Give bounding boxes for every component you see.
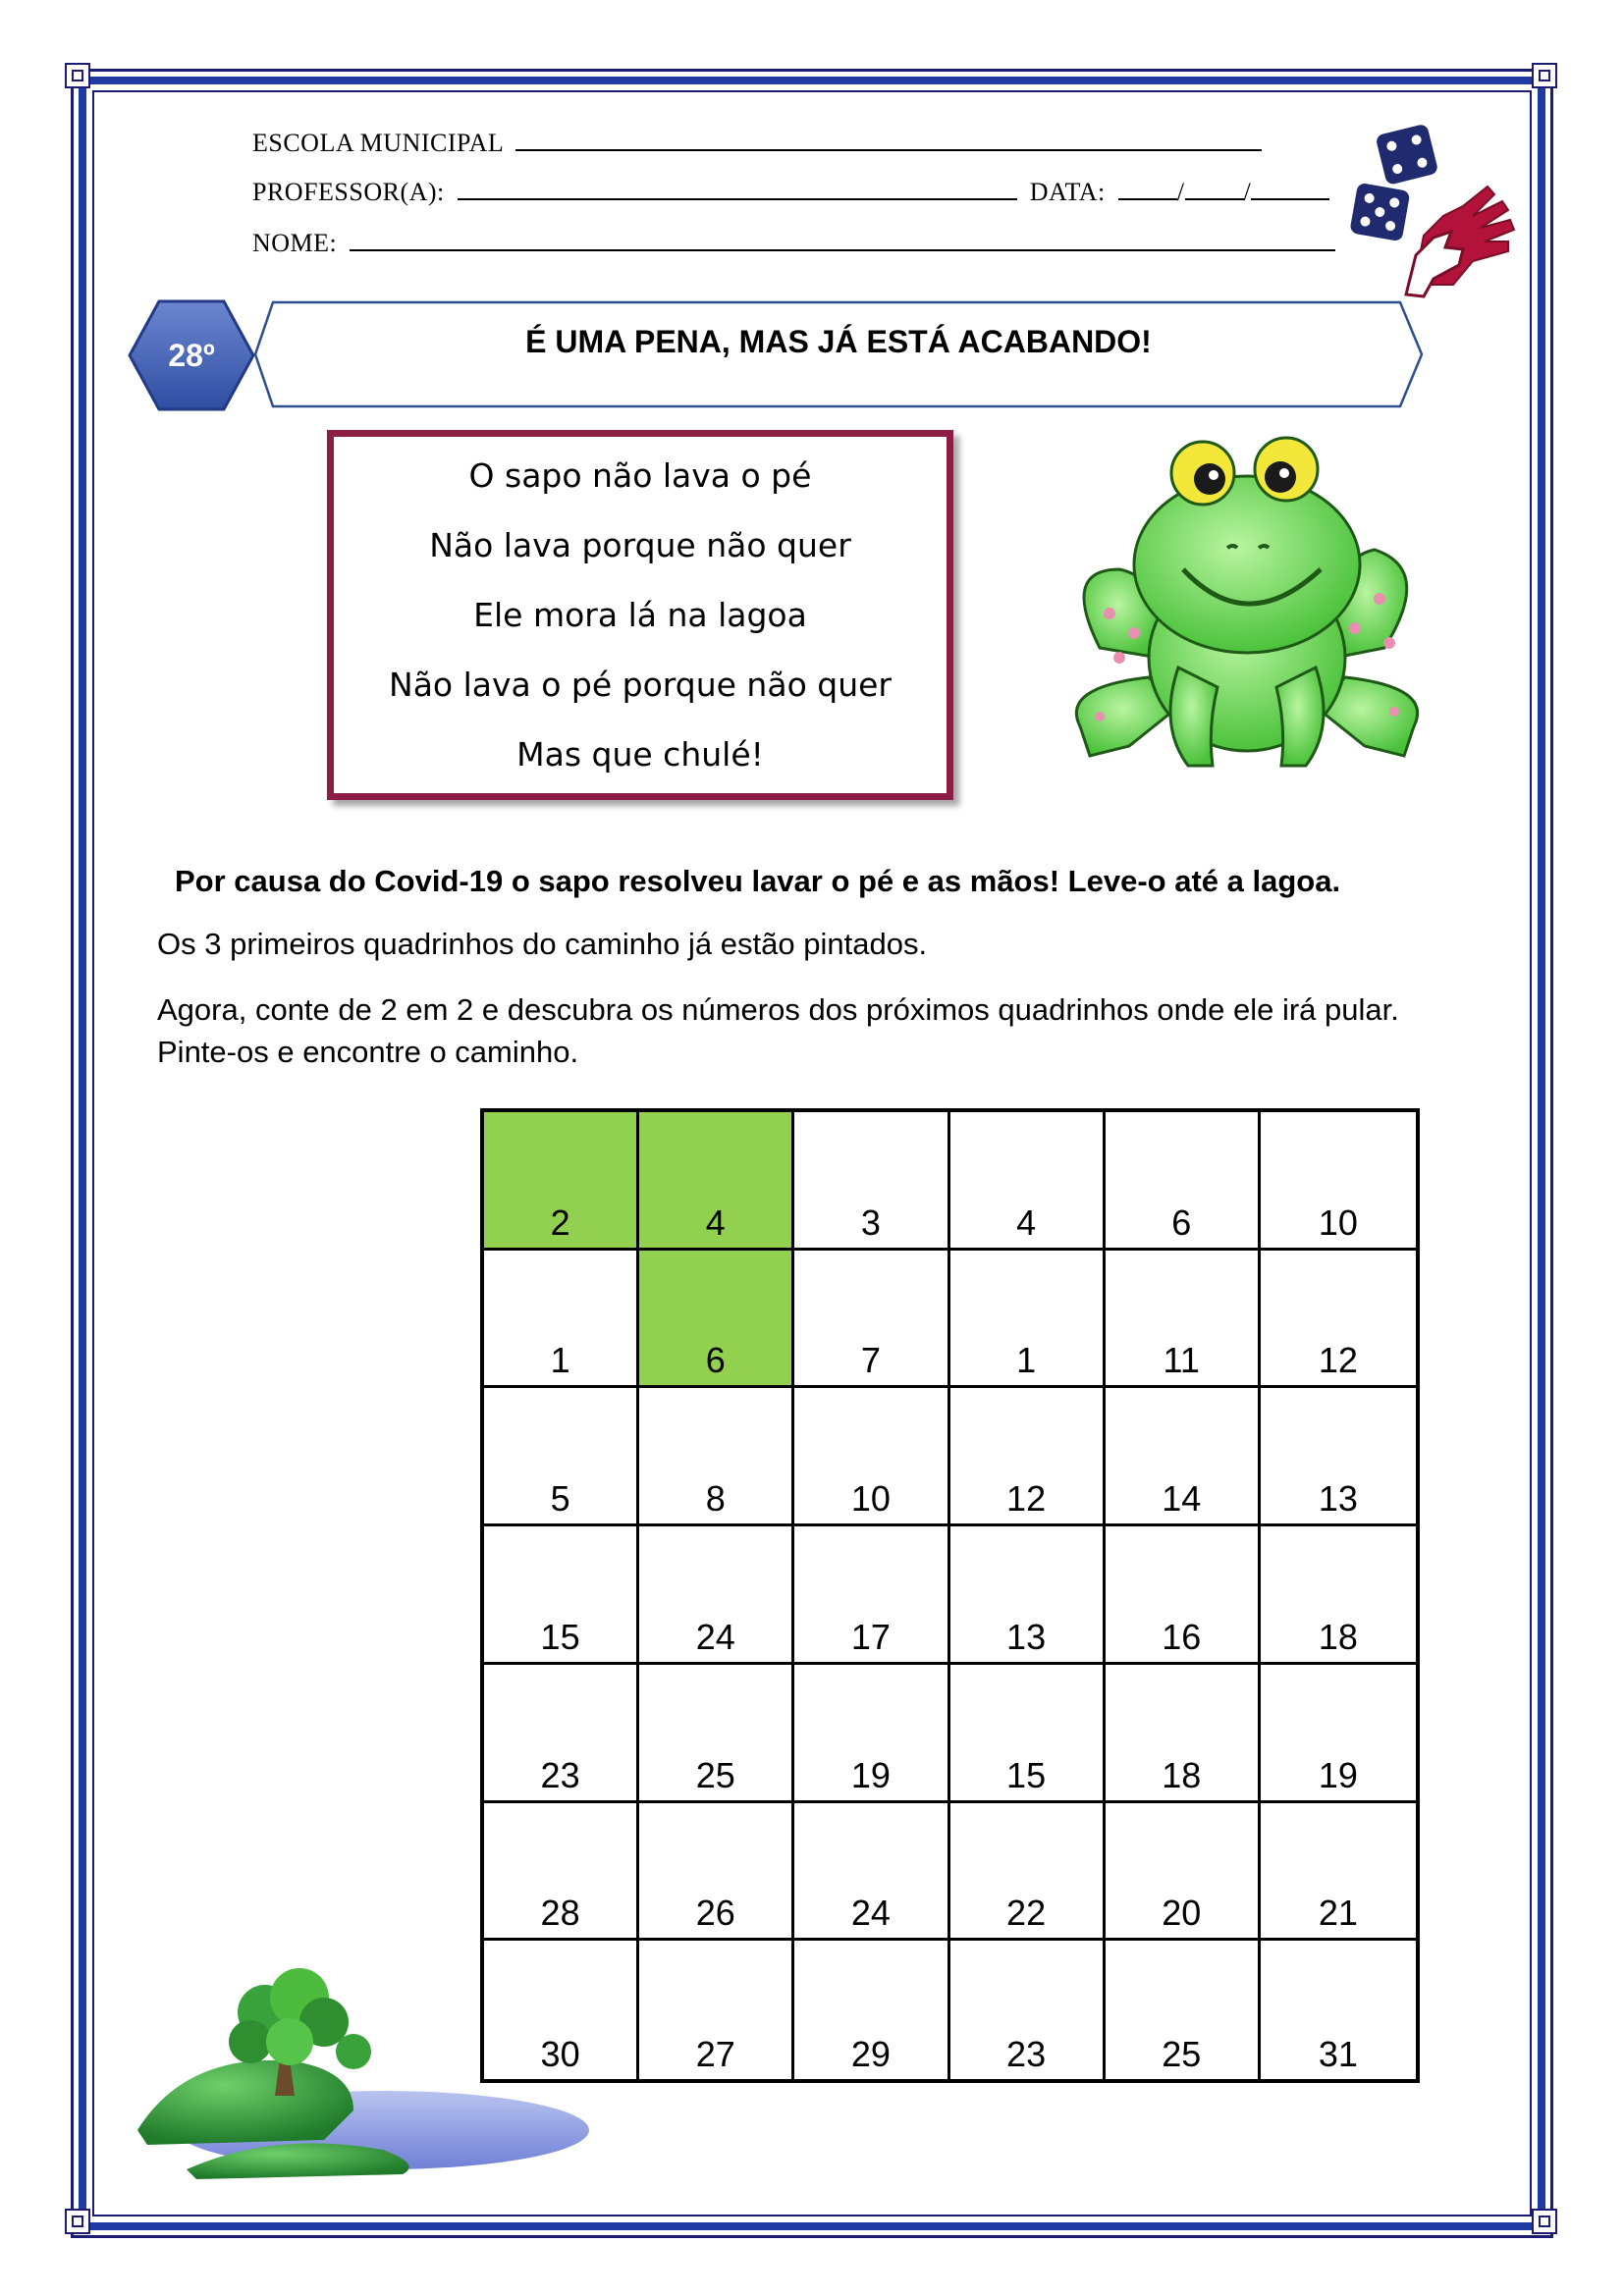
grid-cell[interactable] — [639, 1112, 794, 1251]
lesson-number-badge — [126, 297, 257, 413]
grid-cell-number: 22 — [1006, 1893, 1047, 1934]
date-month-blank[interactable] — [1185, 177, 1244, 200]
grid-cell-number: 25 — [1162, 2033, 1202, 2074]
grid-cell[interactable] — [1261, 1803, 1416, 1942]
grid-cell[interactable] — [794, 1665, 949, 1803]
grid-cell-number: 4 — [705, 1201, 726, 1243]
grid-cell-number: 3 — [860, 1201, 881, 1243]
poem-line: O sapo não lava o pé — [468, 456, 812, 495]
poem-box — [327, 430, 953, 800]
grid-cell-number: 8 — [705, 1478, 726, 1520]
name-label: NOME: — [252, 229, 338, 257]
grid-cell-number: 13 — [1006, 1616, 1047, 1657]
grid-cell-number: 6 — [1171, 1201, 1192, 1243]
grid-cell[interactable] — [1106, 1665, 1261, 1803]
grid-cell-number: 17 — [850, 1616, 891, 1657]
teacher-field — [252, 177, 1329, 207]
grid-cell-number: 16 — [1162, 1616, 1202, 1657]
teacher-label: PROFESSOR(A): — [252, 178, 445, 206]
grid-cell[interactable] — [484, 1112, 639, 1251]
grid-cell-number: 19 — [1318, 1754, 1358, 1795]
grid-cell-number: 7 — [860, 1340, 881, 1381]
grid-cell[interactable] — [639, 1665, 794, 1803]
date-day-blank[interactable] — [1118, 177, 1177, 200]
grid-cell[interactable] — [484, 1388, 639, 1526]
grid-cell-number: 18 — [1318, 1616, 1358, 1657]
number-grid — [480, 1108, 1420, 2083]
grid-cell-number: 14 — [1162, 1478, 1202, 1520]
grid-cell[interactable] — [484, 1803, 639, 1942]
grid-cell-number: 1 — [1016, 1340, 1037, 1381]
grid-cell-number: 4 — [1016, 1201, 1037, 1243]
grid-cell[interactable] — [950, 1251, 1106, 1389]
grid-cell-number: 27 — [695, 2033, 735, 2074]
grid-cell-number: 19 — [850, 1754, 891, 1795]
grid-cell[interactable] — [1106, 1251, 1261, 1389]
grid-cell[interactable] — [1106, 1526, 1261, 1665]
grid-cell[interactable] — [484, 1665, 639, 1803]
grid-cell-number: 12 — [1318, 1340, 1358, 1381]
name-field — [252, 228, 1335, 258]
grid-cell[interactable] — [794, 1803, 949, 1942]
grid-cell[interactable] — [639, 1251, 794, 1389]
grid-cell[interactable] — [639, 1803, 794, 1942]
grid-cell[interactable] — [950, 1941, 1106, 2079]
grid-cell[interactable] — [794, 1941, 949, 2079]
grid-cell[interactable] — [1261, 1251, 1416, 1389]
grid-cell[interactable] — [794, 1251, 949, 1389]
grid-cell[interactable] — [1261, 1941, 1416, 2079]
sign-language-hands-icon — [1394, 177, 1522, 304]
grid-cell-number: 15 — [1006, 1754, 1047, 1795]
school-label: ESCOLA MUNICIPAL — [252, 129, 504, 157]
date-label: DATA: — [1029, 178, 1106, 206]
grid-cell-number: 10 — [1318, 1201, 1358, 1243]
date-year-blank[interactable] — [1251, 177, 1329, 200]
grid-cell[interactable] — [1106, 1112, 1261, 1251]
border-corner-ornament — [1532, 63, 1557, 88]
grid-cell[interactable] — [1106, 1941, 1261, 2079]
grid-cell[interactable] — [1106, 1388, 1261, 1526]
grid-cell[interactable] — [950, 1388, 1106, 1526]
border-corner-ornament — [65, 2209, 90, 2234]
grid-cell-number: 12 — [1006, 1478, 1047, 1520]
grid-cell-number: 1 — [550, 1340, 570, 1381]
grid-cell[interactable] — [639, 1526, 794, 1665]
name-blank[interactable] — [350, 228, 1335, 251]
grid-cell-number: 18 — [1162, 1754, 1202, 1795]
grid-cell-number: 29 — [850, 2033, 891, 2074]
instruction-heading: Por causa do Covid-19 o sapo resolveu lavar o pé e as mãos! Leve-o até a lagoa. — [175, 864, 1341, 898]
poem-line: Não lava porque não quer — [429, 526, 851, 564]
instruction-text: Os 3 primeiros quadrinhos do caminho já estão pintados. — [157, 927, 928, 961]
pond-illustration — [128, 1963, 599, 2189]
poem-line: Mas que chulé! — [516, 735, 764, 774]
grid-cell[interactable] — [484, 1251, 639, 1389]
grid-cell-number: 24 — [695, 1616, 735, 1657]
grid-cell[interactable] — [794, 1112, 949, 1251]
poem-line: Não lava o pé porque não quer — [389, 666, 892, 704]
grid-cell[interactable] — [950, 1665, 1106, 1803]
grid-cell-number: 24 — [850, 1893, 891, 1934]
grid-cell-number: 6 — [705, 1340, 726, 1381]
grid-cell-number: 11 — [1163, 1340, 1200, 1381]
teacher-blank[interactable] — [458, 177, 1017, 200]
frog-illustration — [1041, 432, 1453, 785]
date-separator: / — [1176, 178, 1185, 206]
poem-line: Ele mora lá na lagoa — [473, 596, 807, 634]
grid-cell[interactable] — [639, 1388, 794, 1526]
border-corner-ornament — [65, 63, 90, 88]
grid-cell-number: 25 — [695, 1754, 735, 1795]
grid-cell[interactable] — [950, 1526, 1106, 1665]
grid-cell-number: 26 — [695, 1893, 735, 1934]
school-field — [252, 128, 1262, 158]
date-separator: / — [1243, 178, 1252, 206]
grid-cell[interactable] — [950, 1112, 1106, 1251]
grid-cell[interactable] — [1261, 1112, 1416, 1251]
border-corner-ornament — [1532, 2209, 1557, 2234]
lesson-title: É UMA PENA, MAS JÁ ESTÁ ACABANDO! — [525, 324, 1152, 359]
grid-cell-number: 28 — [540, 1893, 580, 1934]
grid-cell[interactable] — [1106, 1803, 1261, 1942]
grid-cell-number: 31 — [1318, 2033, 1358, 2074]
grid-cell[interactable] — [794, 1526, 949, 1665]
grid-cell[interactable] — [794, 1388, 949, 1526]
grid-cell[interactable] — [950, 1803, 1106, 1942]
instruction-text: Agora, conte de 2 em 2 e descubra os números dos próximos quadrinhos onde ele irá pular. Pinte-os e encontre o caminho. — [157, 992, 1399, 1069]
grid-cell[interactable] — [639, 1941, 794, 2079]
lesson-number: 28º — [168, 337, 215, 373]
grid-cell-number: 15 — [540, 1616, 580, 1657]
grid-cell-number: 30 — [540, 2033, 580, 2074]
grid-cell-number: 5 — [550, 1478, 570, 1520]
grid-cell[interactable] — [1261, 1388, 1416, 1526]
grid-cell-number: 10 — [850, 1478, 891, 1520]
school-blank[interactable] — [515, 128, 1262, 151]
grid-cell-number: 13 — [1318, 1478, 1358, 1520]
grid-cell[interactable] — [484, 1526, 639, 1665]
grid-cell-number: 23 — [540, 1754, 580, 1795]
grid-cell-number: 21 — [1318, 1893, 1358, 1934]
grid-cell-number: 23 — [1006, 2033, 1047, 2074]
grid-cell-number: 2 — [550, 1201, 570, 1243]
grid-cell[interactable] — [1261, 1526, 1416, 1665]
grid-cell-number: 20 — [1162, 1893, 1202, 1934]
grid-cell[interactable] — [1261, 1665, 1416, 1803]
